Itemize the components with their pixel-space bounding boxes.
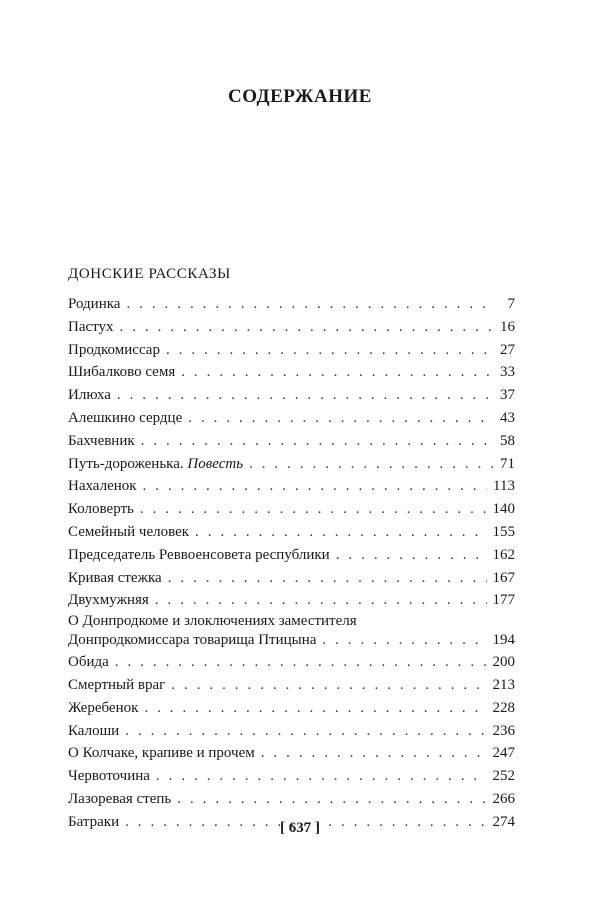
section-title: ДОНСКИЕ РАССКАЗЫ: [68, 266, 231, 282]
toc-entry-title: Бахчевник: [68, 432, 135, 449]
dot-leader: [261, 742, 487, 765]
toc-entry: [68, 788, 515, 811]
toc-entry-page: 33: [500, 364, 515, 381]
toc-entry: [68, 293, 515, 316]
toc-entry-title: Коловерть: [68, 501, 134, 518]
toc-entry-page: 140: [492, 501, 515, 518]
toc-entry-title: Смертный враг: [68, 676, 166, 693]
toc-entry-page: 71: [500, 455, 515, 472]
dot-leader: [144, 697, 486, 720]
toc-entry: [68, 316, 515, 339]
toc-entry-page: 266: [492, 790, 515, 807]
toc-entry-page: 155: [492, 523, 515, 540]
dot-leader: [126, 293, 493, 316]
toc-entry-title: Калоши: [68, 722, 120, 739]
toc-entry-title-line2: Донпродкомиссара товарища Птицына: [68, 632, 317, 649]
toc-entry: [68, 544, 515, 567]
page-title: СОДЕРЖАНИЕ: [228, 86, 372, 107]
dot-leader: [322, 630, 486, 651]
toc-entry-genre: Повесть: [187, 455, 244, 472]
dot-leader: [166, 339, 493, 362]
toc-entry-page: 27: [500, 341, 515, 358]
toc-entry-title: Родинка: [68, 296, 121, 312]
dot-leader: [171, 674, 486, 697]
toc-entry-page: 43: [500, 409, 515, 426]
toc-entry: [68, 384, 515, 407]
toc-entry-page: 7: [507, 296, 515, 312]
page-number: [ 637 ]: [280, 820, 320, 836]
dot-leader: [177, 788, 486, 811]
dot-leader: [120, 316, 493, 339]
toc-entry-title: Председатель Реввоенсовета республики: [68, 546, 330, 563]
toc-entry-title: Нахаленок: [68, 478, 137, 495]
toc-entry: [68, 521, 515, 544]
toc-entry-title: Обида: [68, 654, 109, 671]
toc-entry: [68, 475, 515, 498]
toc-entry-page: 236: [492, 722, 515, 739]
toc-entry-title: Семейный человек: [68, 523, 190, 540]
toc-entry-title: Алешкино сердце: [68, 409, 183, 426]
toc-entry-page: 228: [492, 699, 515, 716]
toc-entry-page: 113: [493, 478, 515, 495]
toc-entry-title: Лазоревая степь: [68, 790, 172, 807]
toc-entry: [68, 765, 515, 788]
toc-entry: [68, 697, 515, 720]
toc-entry-page: 37: [500, 387, 515, 404]
dot-leader: [249, 453, 493, 476]
toc-entry-title: Кривая стежка: [68, 569, 162, 586]
toc-entry-title: [68, 453, 243, 476]
toc-entry-title: Двухмужняя: [68, 592, 149, 609]
toc-entry-page: 58: [500, 432, 515, 449]
table-of-contents: [68, 293, 515, 834]
toc-entry: [68, 361, 515, 384]
toc-entry-page: 194: [492, 632, 515, 649]
dot-leader: [140, 498, 487, 521]
dot-leader: [141, 430, 493, 453]
toc-entry: [68, 720, 515, 743]
toc-entry-title: Батраки: [68, 813, 120, 830]
toc-entry: [68, 674, 515, 697]
toc-entry-page: 167: [492, 569, 515, 586]
toc-entry-page: 274: [492, 813, 515, 830]
dot-leader: [117, 384, 493, 407]
toc-entry: [68, 651, 515, 674]
toc-entry: [68, 567, 515, 590]
dot-leader: [195, 521, 486, 544]
dot-leader: [156, 765, 487, 788]
toc-entry-page: 16: [500, 318, 515, 335]
dot-leader: [188, 407, 493, 430]
toc-entry-title: Илюха: [68, 387, 111, 404]
toc-entry: [68, 589, 515, 612]
toc-entry-continuation: [68, 630, 515, 651]
toc-entry-title-text: Путь-дороженька.: [68, 455, 184, 472]
toc-entry: [68, 498, 515, 521]
toc-entry: [68, 453, 515, 476]
toc-entry-title: Червоточина: [68, 768, 150, 785]
toc-entry-page: 213: [492, 676, 515, 693]
toc-entry: [68, 407, 515, 430]
dot-leader: [143, 475, 488, 498]
dot-leader: [155, 589, 487, 612]
toc-entry-page: 177: [492, 592, 515, 609]
toc-entry-title: Шибалково семя: [68, 364, 176, 381]
toc-entry-page: 162: [492, 546, 515, 563]
dot-leader: [181, 361, 493, 384]
dot-leader: [125, 720, 486, 743]
toc-entry-title: Пастух: [68, 318, 114, 335]
toc-entry: [68, 339, 515, 362]
toc-entry-title: Продкомиссар: [68, 341, 160, 358]
dot-leader: [168, 567, 487, 590]
toc-entry-page: 247: [492, 745, 515, 762]
toc-entry-page: 252: [492, 768, 515, 785]
toc-entry-title: Жеребенок: [68, 699, 139, 716]
toc-entry-title: О Донпродкоме и злоключениях заместителя: [68, 613, 357, 630]
toc-entry-page: 200: [492, 654, 515, 671]
toc-entry: [68, 612, 515, 651]
toc-entry: [68, 742, 515, 765]
toc-entry-title: О Колчаке, крапиве и прочем: [68, 745, 255, 762]
dot-leader: [115, 651, 487, 674]
toc-entry: [68, 430, 515, 453]
dot-leader: [336, 544, 487, 567]
